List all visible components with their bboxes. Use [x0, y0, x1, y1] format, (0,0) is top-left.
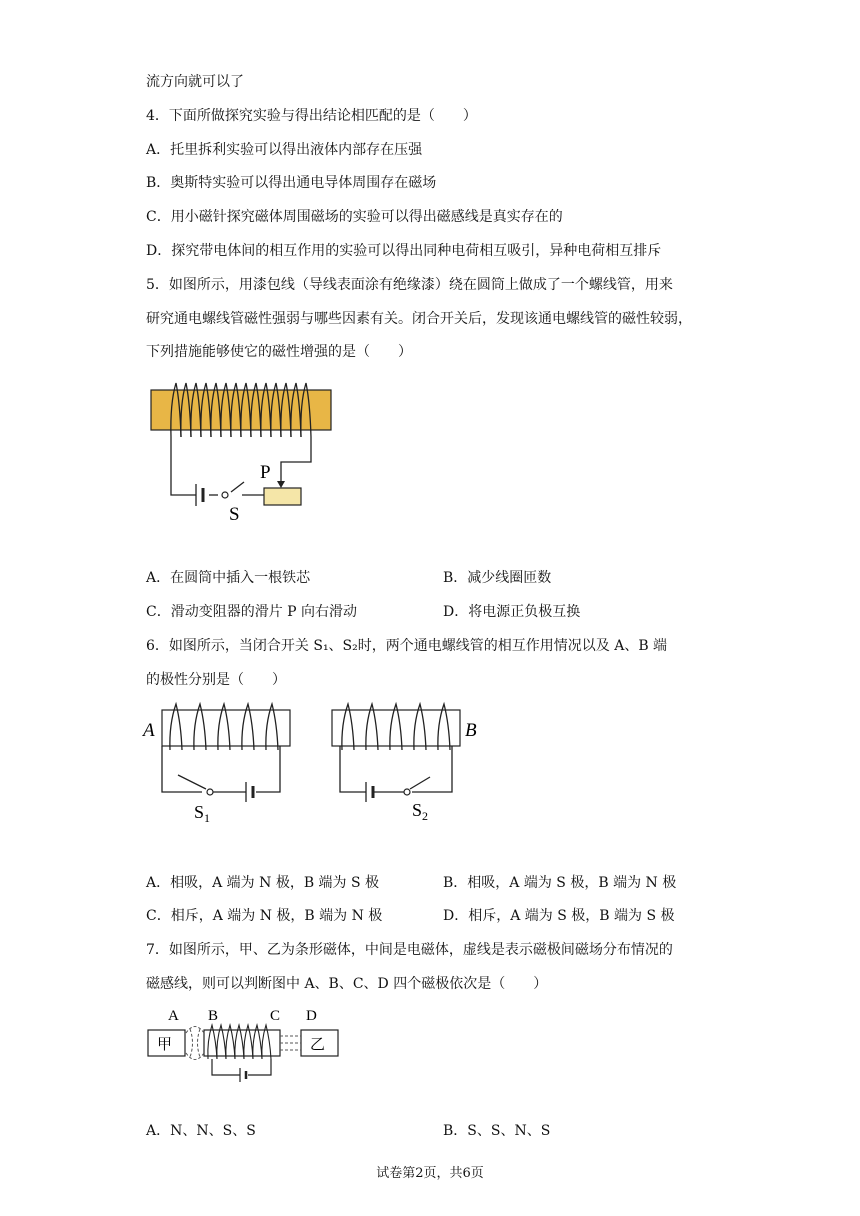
- q6-switch2-label: $S_2$: [412, 800, 429, 823]
- q5-option-a: A．在圆筒中插入一根铁芯: [146, 570, 311, 586]
- q6-left-solenoid: [162, 704, 290, 802]
- q6-option-d: D．相斥，A 端为 S 极，B 端为 S 极: [443, 908, 675, 924]
- q5-option-c: C．滑动变阻器的滑片 P 向右滑动: [146, 604, 358, 620]
- q6-stem-line-1: 6．如图所示，当闭合开关 S₁、S₂时，两个通电螺线管的相互作用情况以及 A、B 端: [146, 638, 668, 654]
- q6-switch1-label: $S_1$: [194, 802, 211, 825]
- q7-label-b: B: [208, 1008, 219, 1024]
- q5-solenoid-circuit-figure: [146, 375, 346, 525]
- q4-option-d: D．探究带电体间的相互作用的实验可以得出同种电荷相互吸引，异种电荷相互排斥: [146, 243, 662, 259]
- q5-slider-arrow: [277, 481, 285, 488]
- q4-option-c: C．用小磁针探究磁体周围磁场的实验可以得出磁感线是真实存在的: [146, 209, 563, 225]
- q6-stem-line-2: 的极性分别是（ ）: [146, 672, 286, 688]
- q6-two-solenoids-figure: [140, 700, 490, 825]
- q6-right-solenoid: [332, 704, 460, 802]
- page-footer: 试卷第2页，共6页: [376, 1166, 484, 1181]
- q7-stem-line-2: 磁感线，则可以判断图中 A、B、C、D 四个磁极依次是（ ）: [146, 976, 548, 992]
- q4-option-b: B．奥斯特实验可以得出通电导体周围存在磁场: [146, 175, 437, 191]
- q7-option-b: B．S、S、N、S: [443, 1123, 551, 1139]
- q7-stem-line-1: 7．如图所示，甲、乙为条形磁体，中间是电磁体，虚线是表示磁极间磁场分布情况的: [146, 942, 673, 958]
- q6-end-a-label: A: [143, 720, 155, 741]
- q6-option-c: C．相斥，A 端为 N 极，B 端为 N 极: [146, 908, 383, 924]
- q7-option-a: A．N、N、S、S: [146, 1123, 256, 1139]
- q7-circuit: [212, 1059, 271, 1082]
- q5-switch-label: S: [229, 504, 240, 525]
- q6-option-b: B．相吸，A 端为 S 极，B 端为 N 极: [443, 875, 677, 891]
- q4-stem: 4．下面所做探究实验与得出结论相匹配的是（ ）: [146, 108, 477, 124]
- q5-stem-line-3: 下列措施能够使它的磁性增强的是（ ）: [146, 344, 412, 360]
- q5-stem-line-1: 5．如图所示，用漆包线（导线表面涂有绝缘漆）绕在圆筒上做成了一个螺线管，用来: [146, 277, 673, 293]
- q7-electromagnet-figure: [146, 1003, 361, 1083]
- q4-option-a: A．托里拆利实验可以得出液体内部存在压强: [146, 142, 423, 158]
- q5-option-d: D．将电源正负极互换: [443, 604, 581, 620]
- q5-switch-pivot: [222, 492, 228, 498]
- q5-option-b: B．减少线圈匝数: [443, 570, 552, 586]
- q7-label-d: D: [306, 1008, 317, 1024]
- q5-stem-line-2: 研究通电螺线管磁性强弱与哪些因素有关。闭合开关后，发现该通电螺线管的磁性较弱，: [146, 311, 692, 327]
- q5-slider-label: P: [260, 462, 271, 483]
- intro-line: 流方向就可以了: [146, 74, 244, 90]
- q7-magnet-jia-label: 甲: [157, 1037, 173, 1053]
- q5-rheostat: [264, 488, 301, 505]
- q5-battery: [196, 484, 203, 506]
- q7-magnet-yi-label: 乙: [310, 1037, 326, 1053]
- q6-option-a: A．相吸，A 端为 N 极，B 端为 S 极: [146, 875, 380, 891]
- q7-label-a: A: [168, 1008, 179, 1024]
- q5-wires: [171, 437, 311, 495]
- q7-label-c: C: [270, 1008, 281, 1024]
- q6-end-b-label: B: [465, 720, 477, 741]
